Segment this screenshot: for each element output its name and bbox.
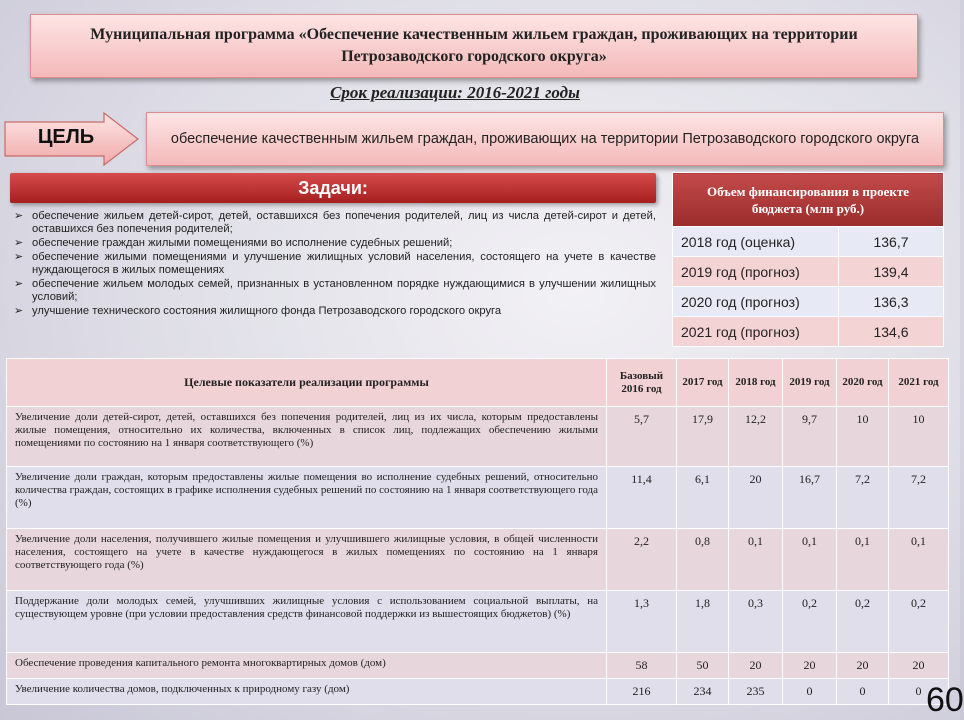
indicator-name: Увеличение доли граждан, которым предоставлены жилые помещения во исполнение судебных решений, относительно количества граждан, состоящих в графике исполнения судебных решений по состоянию на 1 января соответствующего года (%) (7, 467, 607, 529)
arrow-bullet-icon: ➢ (14, 251, 24, 263)
table-row (7, 467, 949, 529)
indicator-value: 0 (889, 679, 949, 705)
indicator-value: 20 (889, 653, 949, 679)
indicator-name: Увеличение доли детей-сирот, детей, оставшихся без попечения родителей, лиц из их числа, которым предоставлены жилые помещения, относительно их количества, включенных в список лиц, подлежащих обеспечению жилыми помещениями по состоянию на 1 января соответствующего (%) (7, 407, 607, 467)
indicator-value: 10 (837, 407, 889, 467)
indicator-name: Поддержание доли молодых семей, улучшивших жилищные условия с использованием социальной выплаты, на существующем уровне (при условии предоставления средств финансовой поддержки из вышестоящих бюджетов) (%) (7, 591, 607, 653)
indicator-value: 216 (607, 679, 677, 705)
implementation-period: Срок реализации: 2016-2021 годы (330, 83, 580, 102)
indicator-value: 5,7 (607, 407, 677, 467)
indicator-value: 0,1 (889, 529, 949, 591)
financing-value: 139,4 (839, 257, 944, 287)
financing-header: Объем финансирования в проекте бюджета (млн руб.) (673, 173, 944, 227)
indicator-value: 20 (729, 653, 783, 679)
indicator-value: 12,2 (729, 407, 783, 467)
indicator-value: 0,2 (889, 591, 949, 653)
task-text: улучшение технического состояния жилищного фонда Петрозаводского городского округа (32, 305, 502, 317)
arrow-bullet-icon: ➢ (14, 305, 24, 317)
indicator-value: 20 (837, 653, 889, 679)
indicator-value: 0,2 (783, 591, 837, 653)
indicator-value: 0 (837, 679, 889, 705)
financing-value: 136,3 (839, 287, 944, 317)
indicator-value: 0,2 (837, 591, 889, 653)
financing-year: 2018 год (оценка) (673, 227, 839, 257)
indicator-value: 0,1 (729, 529, 783, 591)
table-row (7, 679, 949, 705)
arrow-bullet-icon: ➢ (14, 237, 24, 249)
indicator-value: 58 (607, 653, 677, 679)
program-title: Муниципальная программа «Обеспечение качественным жильем граждан, проживающих на территории Петрозаводского городского округа» (90, 26, 858, 65)
indicator-value: 7,2 (889, 467, 949, 529)
indicator-value: 7,2 (837, 467, 889, 529)
indicator-value: 10 (889, 407, 949, 467)
column-header: 2019 год (783, 359, 837, 407)
table-row (673, 227, 944, 257)
indicator-value: 0,1 (837, 529, 889, 591)
indicator-value: 1,3 (607, 591, 677, 653)
list-item (14, 237, 656, 250)
indicator-value: 2,2 (607, 529, 677, 591)
table-header-row (7, 359, 949, 407)
task-text: обеспечение жильем детей-сирот, детей, оставшихся без попечения родителей, лиц из числа детей-сирот и детей, оставшихся без попечения родителей; (32, 210, 656, 235)
program-title-box (30, 14, 918, 78)
tasks-header: Задачи: (10, 173, 656, 203)
indicator-value: 16,7 (783, 467, 837, 529)
financing-table (672, 172, 944, 347)
indicator-value: 1,8 (677, 591, 729, 653)
indicator-value: 234 (677, 679, 729, 705)
column-header: 2020 год (837, 359, 889, 407)
financing-year: 2021 год (прогноз) (673, 317, 839, 347)
table-row (673, 257, 944, 287)
page-number: 60 (926, 681, 964, 719)
indicator-name: Обеспечение проведения капитального ремонта многоквартирных домов (дом) (7, 653, 607, 679)
indicator-value: 0,3 (729, 591, 783, 653)
indicator-value: 17,9 (677, 407, 729, 467)
indicator-value: 6,1 (677, 467, 729, 529)
list-item (14, 305, 656, 318)
table-row (7, 407, 949, 467)
arrow-bullet-icon: ➢ (14, 278, 24, 290)
table-row (7, 591, 949, 653)
task-text: обеспечение жилыми помещениями и улучшение жилищных условий населения, состоящего на учете в качестве нуждающегося в жилых помещениях (32, 251, 656, 276)
financing-year: 2020 год (прогноз) (673, 287, 839, 317)
indicator-value: 235 (729, 679, 783, 705)
column-header: 2017 год (677, 359, 729, 407)
arrow-bullet-icon: ➢ (14, 210, 24, 222)
list-item (14, 210, 656, 236)
column-header: Базовый 2016 год (607, 359, 677, 407)
tasks-list (14, 210, 656, 319)
list-item (14, 251, 656, 277)
financing-value: 136,7 (839, 227, 944, 257)
goal-label: ЦЕЛЬ (37, 126, 95, 148)
goal-box (146, 112, 944, 166)
table-row (7, 653, 949, 679)
indicator-value: 20 (783, 653, 837, 679)
indicator-value: 50 (677, 653, 729, 679)
column-header: 2021 год (889, 359, 949, 407)
task-text: обеспечение граждан жилыми помещениями во исполнение судебных решений; (32, 237, 453, 249)
table-row (7, 529, 949, 591)
indicator-value: 0,8 (677, 529, 729, 591)
task-text: обеспечение жильем молодых семей, признанных в установленном порядке нуждающимися в улучшении жилищных условий; (32, 278, 656, 303)
indicator-value: 0,1 (783, 529, 837, 591)
indicator-name: Увеличение количества домов, подключенных к природному газу (дом) (7, 679, 607, 705)
list-item (14, 278, 656, 304)
indicator-value: 20 (729, 467, 783, 529)
indicator-value: 11,4 (607, 467, 677, 529)
indicator-value: 9,7 (783, 407, 837, 467)
column-header: 2018 год (729, 359, 783, 407)
goal-text: обеспечение качественным жильем граждан, проживающих на территории Петрозаводского городского округа (170, 130, 920, 147)
indicators-header: Целевые показатели реализации программы (7, 359, 607, 407)
indicators-table (6, 358, 949, 705)
indicator-value: 0 (783, 679, 837, 705)
table-row (673, 287, 944, 317)
indicator-name: Увеличение доли населения, получившего жилые помещения и улучшившего жилищные условия, в общей численности населения, состоящего на учете в качестве нуждающегося в жилых помещениях по состоянию на 1 января соответствующего года (%) (7, 529, 607, 591)
table-row (673, 317, 944, 347)
financing-value: 134,6 (839, 317, 944, 347)
financing-year: 2019 год (прогноз) (673, 257, 839, 287)
